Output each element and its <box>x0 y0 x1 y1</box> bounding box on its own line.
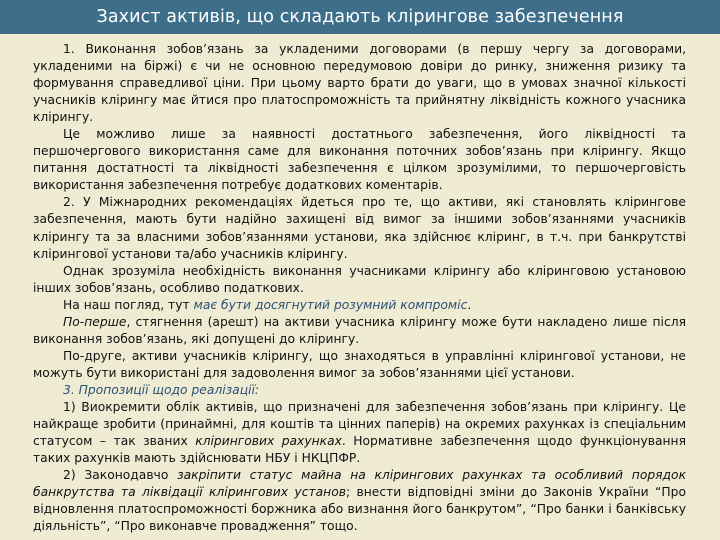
paragraph <box>33 41 686 126</box>
text-run: , стягнення (арешт) на активи учасника клірингу може бути накладено лише після виконання зобов’язань, які допущені до клірингу. <box>33 314 686 346</box>
text-run: 1. Виконання зобов’язань за укладеними договорами (в першу чергу за договорами, укладеними на біржі) є чи не основною передумовою довіри до ринку, зниження ризику та формування справедливої ціни. При цьому варто брати до уваги, що в умовах значної кількості учасників клірингу має йтися про платоспроможність та прийнятну ліквідність кожного учасника клірингу. <box>33 42 686 125</box>
paragraph <box>33 263 686 297</box>
text-run: По-перше <box>63 314 127 329</box>
slide-title: Захист активів, що складають кліринговe забезпечення <box>0 0 720 34</box>
text-run: Однак зрозуміла необхідність виконання учасниками клірингу або кліринговою установою інших зобов’язань, особливо податкових. <box>33 263 686 295</box>
paragraph <box>33 348 686 382</box>
paragraph <box>33 399 686 467</box>
paragraph <box>33 297 686 314</box>
text-run: 2) Законодавчо <box>63 468 178 483</box>
text-run: Це можливо лише за наявності достатнього забезпечення, його ліквідності та першочергового використання саме для виконання поточних зобов’язань при клірингу. Якщо питання достатності та ліквідності забезпечення є цілком зрозумілими, то першочерговість використання забезпечення потребує додаткових коментарів. <box>33 127 686 193</box>
paragraph <box>33 314 686 348</box>
text-run: має бути досягнутий розумний компроміс <box>193 297 468 312</box>
paragraph <box>33 382 686 399</box>
paragraph <box>33 126 686 194</box>
text-run: 3. Пропозиції щодо реалізації: <box>63 382 260 397</box>
paragraph <box>33 467 686 535</box>
text-run: . Нормативне забезпечення щодо функціонування таких рахунків мають здійснювати НБУ і НКЦПФР. <box>33 434 686 466</box>
text-run: 2. У Міжнародних рекомендаціях йдеться про те, що активи, які становлять клірингове забезпечення, мають бути надійно захищені від вимог за іншими зобов’язаннями учасників клірингу та за власними зобов’язаннями установи, яка здійснює кліринг, в т.ч. при банкрутстві клірингової установи та/або учасників клірингу. <box>33 195 686 261</box>
text-run: закріпити статус майна на клірингових рахунках та особливий порядок банкрутства та ліквідації клірингових установ <box>33 468 686 500</box>
text-run: клірингових рахунках <box>195 434 342 449</box>
text-run: ; внести відповідні зміни до Законів України “Про відновлення платоспроможності боржника або визнання його банкрутом”, “Про банки і банківську діяльність”, “Про виконавче провадження” тощо. <box>33 485 686 534</box>
slide-body <box>33 41 686 535</box>
text-run: . <box>467 297 472 312</box>
text-run: На наш погляд, тут <box>63 297 194 312</box>
text-run: 1) Виокремити облік активів, що призначені для забезпечення зобов’язань при клірингу. Це найкраще зробити (принаймні, для коштів та цінних паперів) на окремих рахунках із спеціальним статусом – так званих <box>33 399 686 449</box>
paragraph <box>33 194 686 262</box>
text-run: По-друге, активи учасників клірингу, що знаходяться в управлінні клірингової установи, не можуть бути використані для задоволення вимог за зобов’язаннями цієї установи. <box>33 348 686 380</box>
